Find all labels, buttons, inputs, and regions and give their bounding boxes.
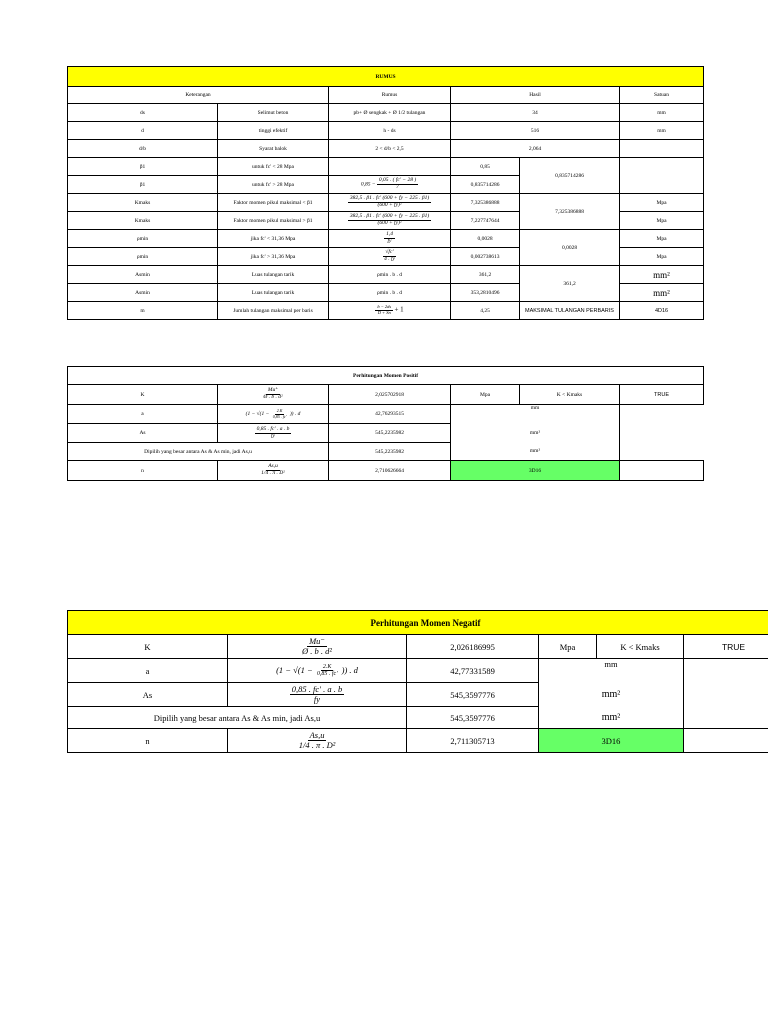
row-rumus — [228, 683, 407, 707]
formula-numerator: b − 2ds — [377, 304, 392, 310]
row-symbol: Asmin — [68, 266, 218, 284]
positif-title: Perhitungan Momen Positif — [68, 367, 704, 385]
row-hasil: 7,227747644 — [451, 212, 520, 230]
formula-denominator: 4 . fy — [384, 256, 395, 262]
row-satuan: mm — [620, 104, 704, 122]
row-condition: K < Kmaks — [597, 635, 684, 659]
formula-suffix: )) . d — [341, 664, 358, 675]
row-keterangan: Luas tulangan tarik — [218, 284, 329, 302]
row-symbol: ρmin — [68, 248, 218, 266]
header-hasil: Hasil — [451, 87, 620, 104]
row-hasil: 545,3597776 — [407, 707, 539, 729]
row-hasil: 2,710626664 — [329, 461, 451, 481]
row-satuan: Mpa — [620, 212, 704, 230]
formula-denominator: D + Sn — [377, 310, 391, 315]
row-rumus — [228, 659, 407, 683]
formula-prefix: (1 − √(1 − — [276, 664, 313, 675]
row-hasil: 0,835714286 — [451, 176, 520, 194]
row-rumus — [218, 405, 329, 424]
row-keterangan: tinggi efektif — [218, 122, 329, 140]
row-satuan: Mpa — [451, 385, 520, 405]
row-rumus — [329, 302, 451, 320]
row-rumus: pb+ Ø sengkak + Ø 1/2 tulangan — [329, 104, 451, 122]
row-symbol: Kmaks — [68, 194, 218, 212]
formula-numerator: 0,85 . fc' . a . b — [256, 425, 290, 432]
row-keterangan: Jumlah tulangan maksimal per baris — [218, 302, 329, 320]
row-satuan: mm² — [539, 683, 684, 707]
header-satuan: Satuan — [620, 87, 704, 104]
row-rumus — [329, 194, 451, 212]
formula-suffix: + 1 — [394, 305, 404, 314]
row-rumus: ρmin . b . d — [329, 284, 451, 302]
row-satuan: mm² — [451, 443, 620, 461]
table-row — [68, 683, 768, 707]
rumus-table — [67, 66, 704, 320]
row-satuan: mm² — [539, 707, 684, 729]
table-row — [68, 158, 704, 176]
formula-denominator: fy — [271, 432, 275, 439]
formula-denominator: fy — [387, 238, 392, 244]
formula-numerator: As,u — [309, 730, 325, 741]
row-hasil: 2,064 — [451, 140, 620, 158]
formula-denominator: Ø . b . d² — [263, 394, 283, 400]
row-label: Dipilih yang besar antara As & As min, jadi As,u — [68, 443, 329, 461]
row-hasil: 0,0028 — [451, 230, 520, 248]
row-keterangan: Selimut beton — [218, 104, 329, 122]
formula-suffix: )) . d — [289, 411, 301, 418]
row-satuan: 4D16 — [620, 302, 704, 320]
row-symbol: ds — [68, 104, 218, 122]
formula-numerator: 0,85 . fc' . a . b — [291, 684, 343, 695]
row-hasil: 2,025702918 — [329, 385, 451, 405]
rumus-title: RUMUS — [68, 67, 704, 87]
row-symbol: β1 — [68, 176, 218, 194]
row-rumus — [329, 176, 451, 194]
row-satuan — [620, 158, 704, 194]
formula-denominator: (600 + fy)² — [377, 220, 402, 226]
row-keterangan: Luas tulangan tarik — [218, 266, 329, 284]
formula-numerator: Mu⁺ — [267, 387, 279, 394]
formula-numerator: 0,05 . ( fc' − 28 ) — [378, 177, 417, 184]
formula-denominator: 1/4 . π . D² — [261, 470, 285, 476]
table-row — [68, 385, 704, 405]
row-satuan: Mpa — [620, 230, 704, 248]
formula-prefix: 0,85 − — [360, 181, 376, 188]
table-row — [68, 302, 704, 320]
row-symbol: d — [68, 122, 218, 140]
row-rumus — [329, 248, 451, 266]
row-rumus — [228, 635, 407, 659]
table-row — [68, 443, 704, 461]
formula-numerator: Mu⁻ — [309, 636, 325, 647]
row-symbol: Kmaks — [68, 212, 218, 230]
row-symbol: d/b — [68, 140, 218, 158]
row-satuan — [620, 140, 704, 158]
row-symbol: β1 — [68, 158, 218, 176]
row-satuan: Mpa — [539, 635, 597, 659]
row-result: 3D16 — [451, 461, 620, 481]
table-row — [68, 635, 768, 659]
row-symbol: As — [68, 424, 218, 443]
table-row — [68, 405, 704, 424]
table-row — [68, 194, 704, 212]
row-hasil: 2,711305713 — [407, 729, 539, 753]
row-satuan: mm — [620, 122, 704, 140]
formula-denominator: 7 — [396, 184, 399, 190]
row-hasil: 545,2235982 — [329, 443, 451, 461]
formula-denominator: Ø . b . d² — [302, 646, 332, 656]
row-symbol: a — [68, 659, 228, 683]
table-row — [68, 729, 768, 753]
row-satuan: mm² — [620, 266, 704, 284]
table-row — [68, 122, 704, 140]
row-keterangan: Faktor momen pikul maksimal < β1 — [218, 194, 329, 212]
row-symbol: n — [68, 729, 228, 753]
row-rumus — [228, 729, 407, 753]
formula-denominator: 1/4 . π . D² — [298, 740, 336, 750]
table-row — [68, 140, 704, 158]
row-hasil: 42,76293515 — [329, 405, 451, 424]
formula-denominator: fy — [313, 694, 321, 704]
row-hasil: 0,002738613 — [451, 248, 520, 266]
row-keterangan: Faktor momen pikul maksimal > β1 — [218, 212, 329, 230]
row-keterangan: untuk fc' > 28 Mpa — [218, 176, 329, 194]
row-result: TRUE — [620, 385, 704, 405]
row-result: 3D16 — [539, 729, 684, 753]
row-keterangan: untuk fc' < 28 Mpa — [218, 158, 329, 176]
row-hasil-merged: 0,835714286 — [520, 158, 620, 194]
row-satuan: Mpa — [620, 248, 704, 266]
row-rumus — [329, 230, 451, 248]
header-rumus: Rumus — [329, 87, 451, 104]
header-keterangan: Keterangan — [68, 87, 329, 104]
row-rumus — [218, 424, 329, 443]
row-hasil: 42,77331589 — [407, 659, 539, 683]
table-row — [68, 424, 704, 443]
row-hasil: 545,2235982 — [329, 424, 451, 443]
row-symbol: K — [68, 635, 228, 659]
row-symbol: K — [68, 385, 218, 405]
row-hasil-merged: 0,0028 — [520, 230, 620, 266]
formula-denominator: 0,85 . fc' — [316, 671, 338, 677]
row-label: Dipilih yang besar antara As & As min, jadi As,u — [68, 707, 407, 729]
formula-numerator: 1,4 — [386, 231, 393, 238]
row-symbol: As — [68, 683, 228, 707]
row-rumus: ρmin . b . d — [329, 266, 451, 284]
row-hasil: 353,2810496 — [451, 284, 520, 302]
row-rumus — [218, 385, 329, 405]
row-hasil-merged: 361,2 — [520, 266, 620, 302]
table-row — [68, 461, 704, 481]
formula-prefix: (1 − √(1 − — [245, 411, 270, 418]
row-hasil: 516 — [451, 122, 620, 140]
formula-numerator: √fc' — [385, 249, 394, 256]
row-satuan: mm — [451, 405, 620, 424]
momen-positif-table — [67, 366, 704, 481]
table-row — [68, 659, 768, 683]
row-keterangan: jika fc' > 31,36 Mpa — [218, 248, 329, 266]
row-satuan: mm — [539, 659, 684, 683]
formula-numerator: 382,5 . β1 . fc' (600 + fy − 225 . β1) — [349, 195, 430, 202]
row-rumus — [329, 212, 451, 230]
row-hasil: 7,325386888 — [451, 194, 520, 212]
row-rumus — [218, 461, 329, 481]
row-satuan: Mpa — [620, 194, 704, 212]
row-hasil: 2,026186995 — [407, 635, 539, 659]
formula-numerator: 2.K — [276, 408, 283, 414]
row-symbol: n — [68, 461, 218, 481]
formula-denominator: (600 + fy)² — [377, 202, 402, 208]
formula-numerator: As,u — [268, 463, 278, 470]
formula-numerator: 382,5 . β1 . fc' (600 + fy − 225 . β1) — [349, 213, 430, 220]
row-result: TRUE — [684, 635, 768, 659]
row-symbol: Asmin — [68, 284, 218, 302]
row-rumus: h - ds — [329, 122, 451, 140]
row-keterangan: Syarat balok — [218, 140, 329, 158]
row-symbol: ρmin — [68, 230, 218, 248]
formula-denominator: 0,85 . fc' — [272, 413, 287, 419]
row-hasil: 545,3597776 — [407, 683, 539, 707]
negatif-title: Perhitungan Momen Negatif — [68, 611, 768, 635]
row-hasil: 361,2 — [451, 266, 520, 284]
row-hasil: 4,25 — [451, 302, 520, 320]
formula-numerator: 2.K — [322, 663, 332, 670]
row-rumus — [329, 158, 451, 176]
row-keterangan: jika fc' < 31,36 Mpa — [218, 230, 329, 248]
row-keterangan-note: MAKSIMAL TULANGAN PERBARIS — [520, 302, 620, 320]
row-rumus: 2 < d/b < 2,5 — [329, 140, 451, 158]
row-symbol: a — [68, 405, 218, 424]
row-hasil-merged: 7,325386888 — [520, 194, 620, 230]
row-satuan: mm² — [451, 424, 620, 443]
row-satuan: mm² — [620, 284, 704, 302]
table-row — [68, 707, 768, 729]
table-row — [68, 230, 704, 248]
row-symbol: m — [68, 302, 218, 320]
row-hasil: 0,85 — [451, 158, 520, 176]
row-hasil: 34 — [451, 104, 620, 122]
table-row — [68, 104, 704, 122]
row-condition: K < Kmaks — [520, 385, 620, 405]
momen-negatif-table — [67, 610, 768, 753]
table-row — [68, 266, 704, 284]
